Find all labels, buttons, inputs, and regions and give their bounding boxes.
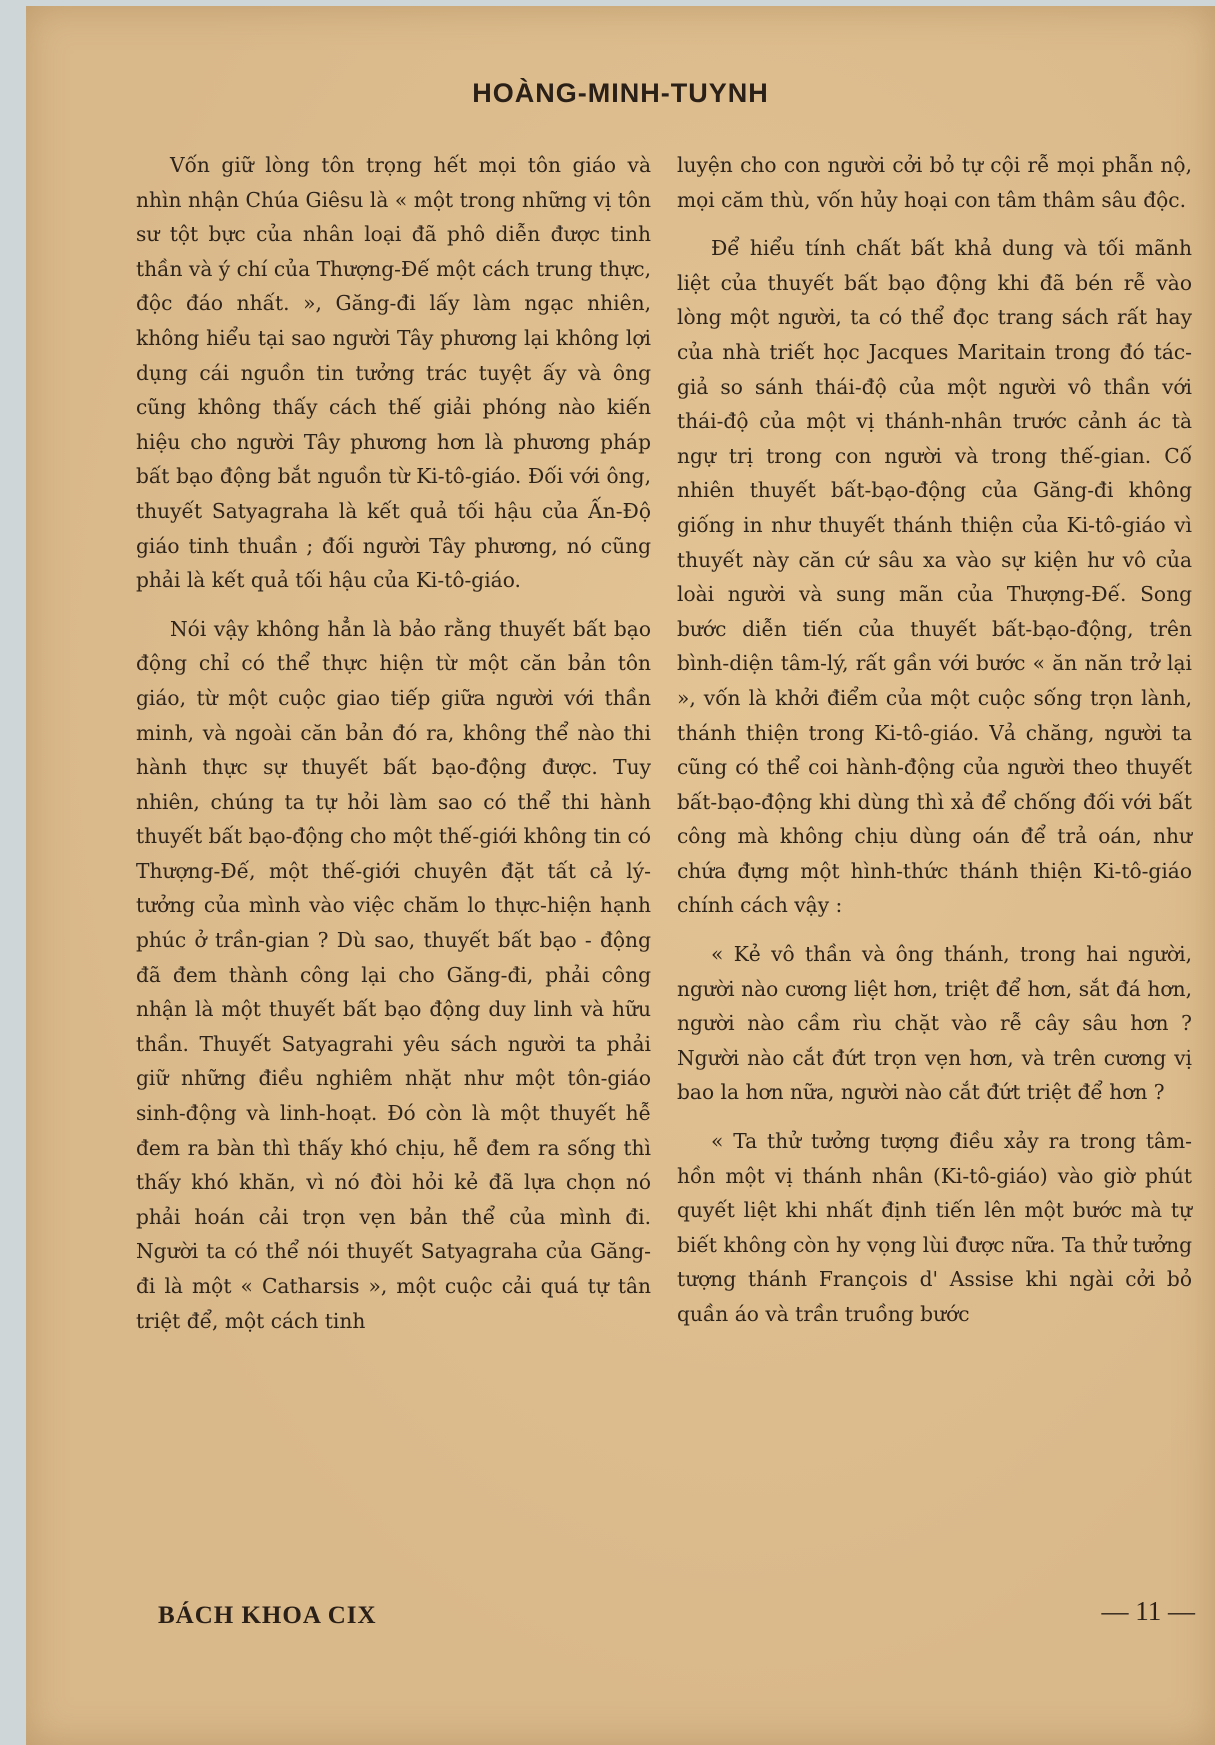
paragraph: Vốn giữ lòng tôn trọng hết mọi tôn giáo và nhìn nhận Chúa Giêsu là « một trong những vị tôn sư tột bực của nhân loại đã phô diễn được tinh thần và ý chí của Thượng-Đế một cách trung thực, độc đáo nhất. », Găng-đi lấy làm ngạc nhiên, không hiểu tại sao người Tây phương lại không lợi dụng cái nguồn tin tưởng trác tuyệt ấy và ông cũng không thấy cách thế giải phóng nào kiến hiệu cho người Tây phương hơn là phương pháp bất bạo động bắt nguồn từ Ki-tô-giáo. Đối với ông, thuyết Satyagraha là kết quả tối hậu của Ấn-Độ giáo tinh thuần ; đối người Tây phương, nó cũng phải là kết quả tối hậu của Ki-tô-giáo. [136, 153, 651, 593]
quote-paragraph: « Kẻ vô thần và ông thánh, trong hai người, người nào cương liệt hơn, triệt để hơn, sắt đá hơn, người nào cầm rìu chặt vào rễ cây sâu hơn ? Người nào cắt đứt trọn vẹn hơn, và trên cương vị bao la hơn nữa, người nào cắt đứt triệt để hơn ? [677, 942, 1192, 1105]
paragraph: Nói vậy không hẳn là bảo rằng thuyết bất bạo động chỉ có thể thực hiện từ một căn bản tôn giáo, từ một cuộc giao tiếp giữa người với thần minh, và ngoài căn bản đó ra, không thể nào thi hành thực sự thuyết bất bạo-động được. Tuy nhiên, chúng ta tự hỏi làm sao có thể thi hành thuyết bất bạo-động cho một thế-giới không tin có Thượng-Đế, một thế-giới chuyên đặt tất cả lý-tưởng của mình vào việc chăm lo thực-hiện hạnh phúc ở trần-gian ? Dù sao, thuyết bất bạo - động đã đem thành công lại cho Găng-đi, phải công nhận là một thuyết bất bạo động duy linh và hữu thần. Thuyết Satyagrahi yêu sách người ta phải giữ những điều nghiêm nhặt như một tôn-giáo sinh-động và linh-hoạt. Đó còn là một thuyết hễ đem ra bàn thì thấy khó chịu, hễ đem ra sống thì thấy khó khăn, vì nó đòi hỏi kẻ đã lựa chọn nó phải hoán cải trọn vẹn bản thể của mình đi. Người ta có thể nói thuyết Satyagraha của Găng-đi là một « Catharsis », một cuộc cải quá tự tân triệt để, một cách tinh [136, 616, 651, 1333]
paragraph-continued: luyện cho con người cởi bỏ tự cội rễ mọi phẫn nộ, mọi căm thù, vốn hủy hoại con tâm thâm sâu độc. [677, 153, 1192, 212]
page-number: — 11 — [1101, 1596, 1195, 1626]
page-sheet [26, 6, 1215, 1745]
quote-paragraph: « Ta thử tưởng tượng điều xảy ra trong tâm-hồn một vị thánh nhân (Ki-tô-giáo) vào giờ phút quyết liệt khi nhất định tiến lên một bước mà tự biết không còn hy vọng lùi được nữa. Ta thử tưởng tượng thánh François d' Assise khi ngài cởi bỏ quần áo và trần truồng bước [677, 1129, 1192, 1326]
right-column [677, 148, 1192, 1346]
left-column [136, 148, 651, 1352]
publication-footer: BÁCH KHOA CIX [158, 1602, 377, 1629]
paragraph: Để hiểu tính chất bất khả dung và tối mãnh liệt của thuyết bất bạo động khi đã bén rễ vào lòng một người, ta có thể đọc trang sách rất hay của nhà triết học Jacques Maritain trong đó tác-giả so sánh thái-độ của một người vô thần với thái-độ của một vị thánh-nhân trước cảnh ác tà ngự trị trong con người và trong thế-gian. Cố nhiên thuyết bất-bạo-động của Găng-đi không giống in như thuyết thánh thiện của Ki-tô-giáo vì thuyết này căn cứ sâu xa vào sự kiện hư vô của loài người và sung mãn của Thượng-Đế. Song bước diễn tiến của thuyết bất-bạo-động, trên bình-diện tâm-lý, rất gần với bước « ăn năn trở lại », vốn là khởi điểm của một cuộc sống trọn lành, thánh thiện trong Ki-tô-giáo. Vả chăng, người ta cũng có thể coi hành-động của người theo thuyết bất-bạo-động khi dùng thì xả để chống đối với bất công mà không chịu dùng oán để trả oán, như chứa đựng một hình-thức thánh thiện Ki-tô-giáo chính cách vậy : [677, 236, 1192, 918]
running-header: HOÀNG-MINH-TUYNH [472, 78, 769, 108]
